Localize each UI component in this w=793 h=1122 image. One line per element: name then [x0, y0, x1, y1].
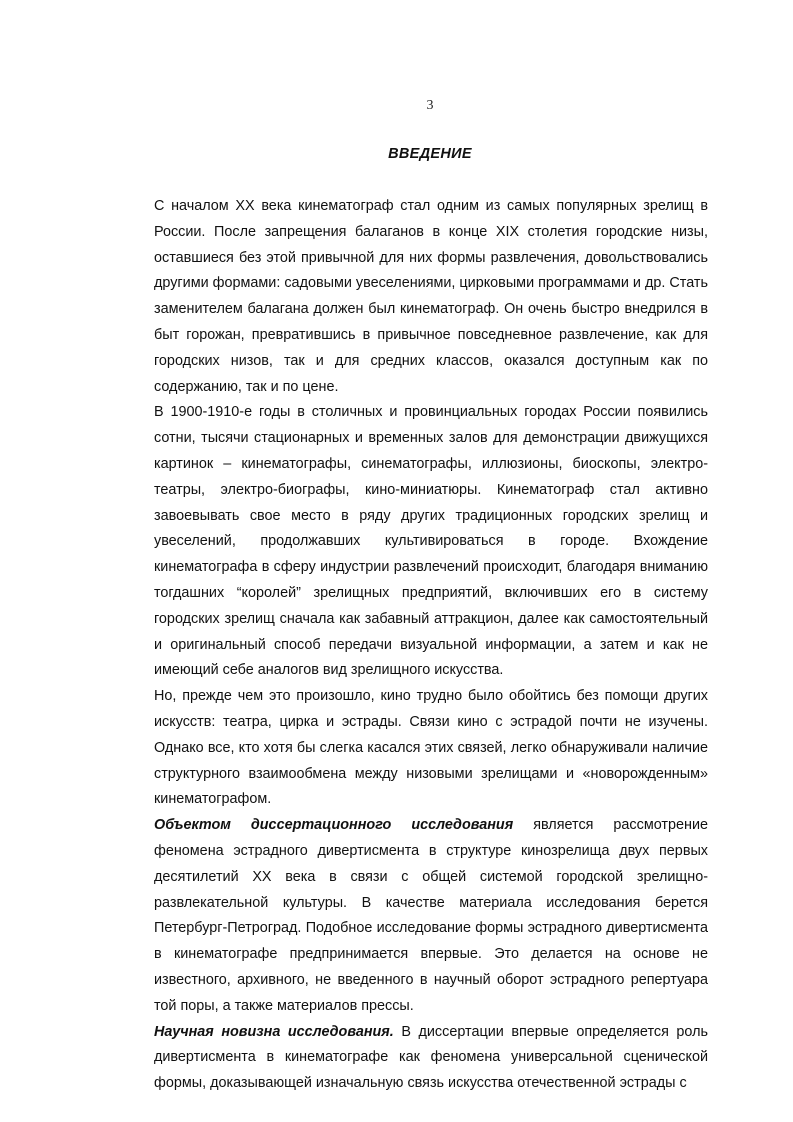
- page-number: 3: [426, 98, 434, 113]
- paragraph: С началом XX века кинематограф стал одним из самых популярных зрелищ в России. После запрещения балаганов в конце XIX столетия городские низы, оставшиеся без этой привычной для них формы развлечения, довольствовались другими формами: садовыми увеселениями, цирковыми программами и др. Стать заменителем балагана должен был кинематограф. Он очень быстро внедрился в быт горожан, превратившись в привычное повседневное развлечение, как для городских низов, так и для средних классов, оказался доступным как по содержанию, так и по цене.: [154, 198, 708, 395]
- paragraph-text: является рассмотрение феномена эстрадного дивертисмента в структуре кинозрелища двух первых десятилетий XX века в связи с общей системой городской зрелищно-развлекательной культуры. В качестве материала исследования берется Петербург-Петроград. Подобное исследование формы эстрадного дивертисмента в кинематографе предпринимается впервые. Это делается на основе не известного, архивного, не введенного в научный оборот эстрадного репертуара той поры, а также материалов прессы.: [154, 817, 708, 1014]
- paragraph: [154, 1020, 708, 1097]
- paragraph-lead: Научная новизна исследования.: [154, 1023, 394, 1040]
- paragraph: Но, прежде чем это произошло, кино трудно было обойтись без помощи других искусств: театра, цирка и эстрады. Связи кино с эстрадой почти не изучены. Однако все, кто хотя бы слегка касался этих связей, легко обнаруживали наличие структурного взаимообмена между низовыми зрелищами и «новорожденным» кинематографом.: [154, 688, 708, 808]
- paragraph-lead: Объектом диссертационного исследования: [154, 817, 514, 834]
- body-text: [154, 194, 708, 1097]
- paragraph: В 1900-1910-е годы в столичных и провинциальных городах России появились сотни, тысячи стационарных и временных залов для демонстрации движущихся картинок – кинематографы, синематографы, иллюзионы, биоскопы, электро-театры, электро-биографы, кино-миниатюры. Кинематограф стал активно завоевывать свое место в ряду других традиционных городских зрелищ и увеселений, продолжавших культивироваться в городе. Вхождение кинематографа в сферу индустрии развлечений происходит, благодаря вниманию тогдашних “королей” зрелищных предприятий, включивших его в систему городских зрелищ сначала как забавный аттракцион, далее как самостоятельный и оригинальный способ передачи визуальной информации, а затем и как не имеющий себе аналогов вид зрелищного искусства.: [154, 404, 708, 679]
- section-heading: ВВЕДЕНИЕ: [388, 146, 472, 162]
- paragraph: [154, 813, 708, 1019]
- paragraph-text: В диссертации впервые определяется роль дивертисмента в кинематографе как феномена универсальной сценической формы, доказывающей изначальную связь искусства отечественной эстрады с: [154, 1023, 709, 1092]
